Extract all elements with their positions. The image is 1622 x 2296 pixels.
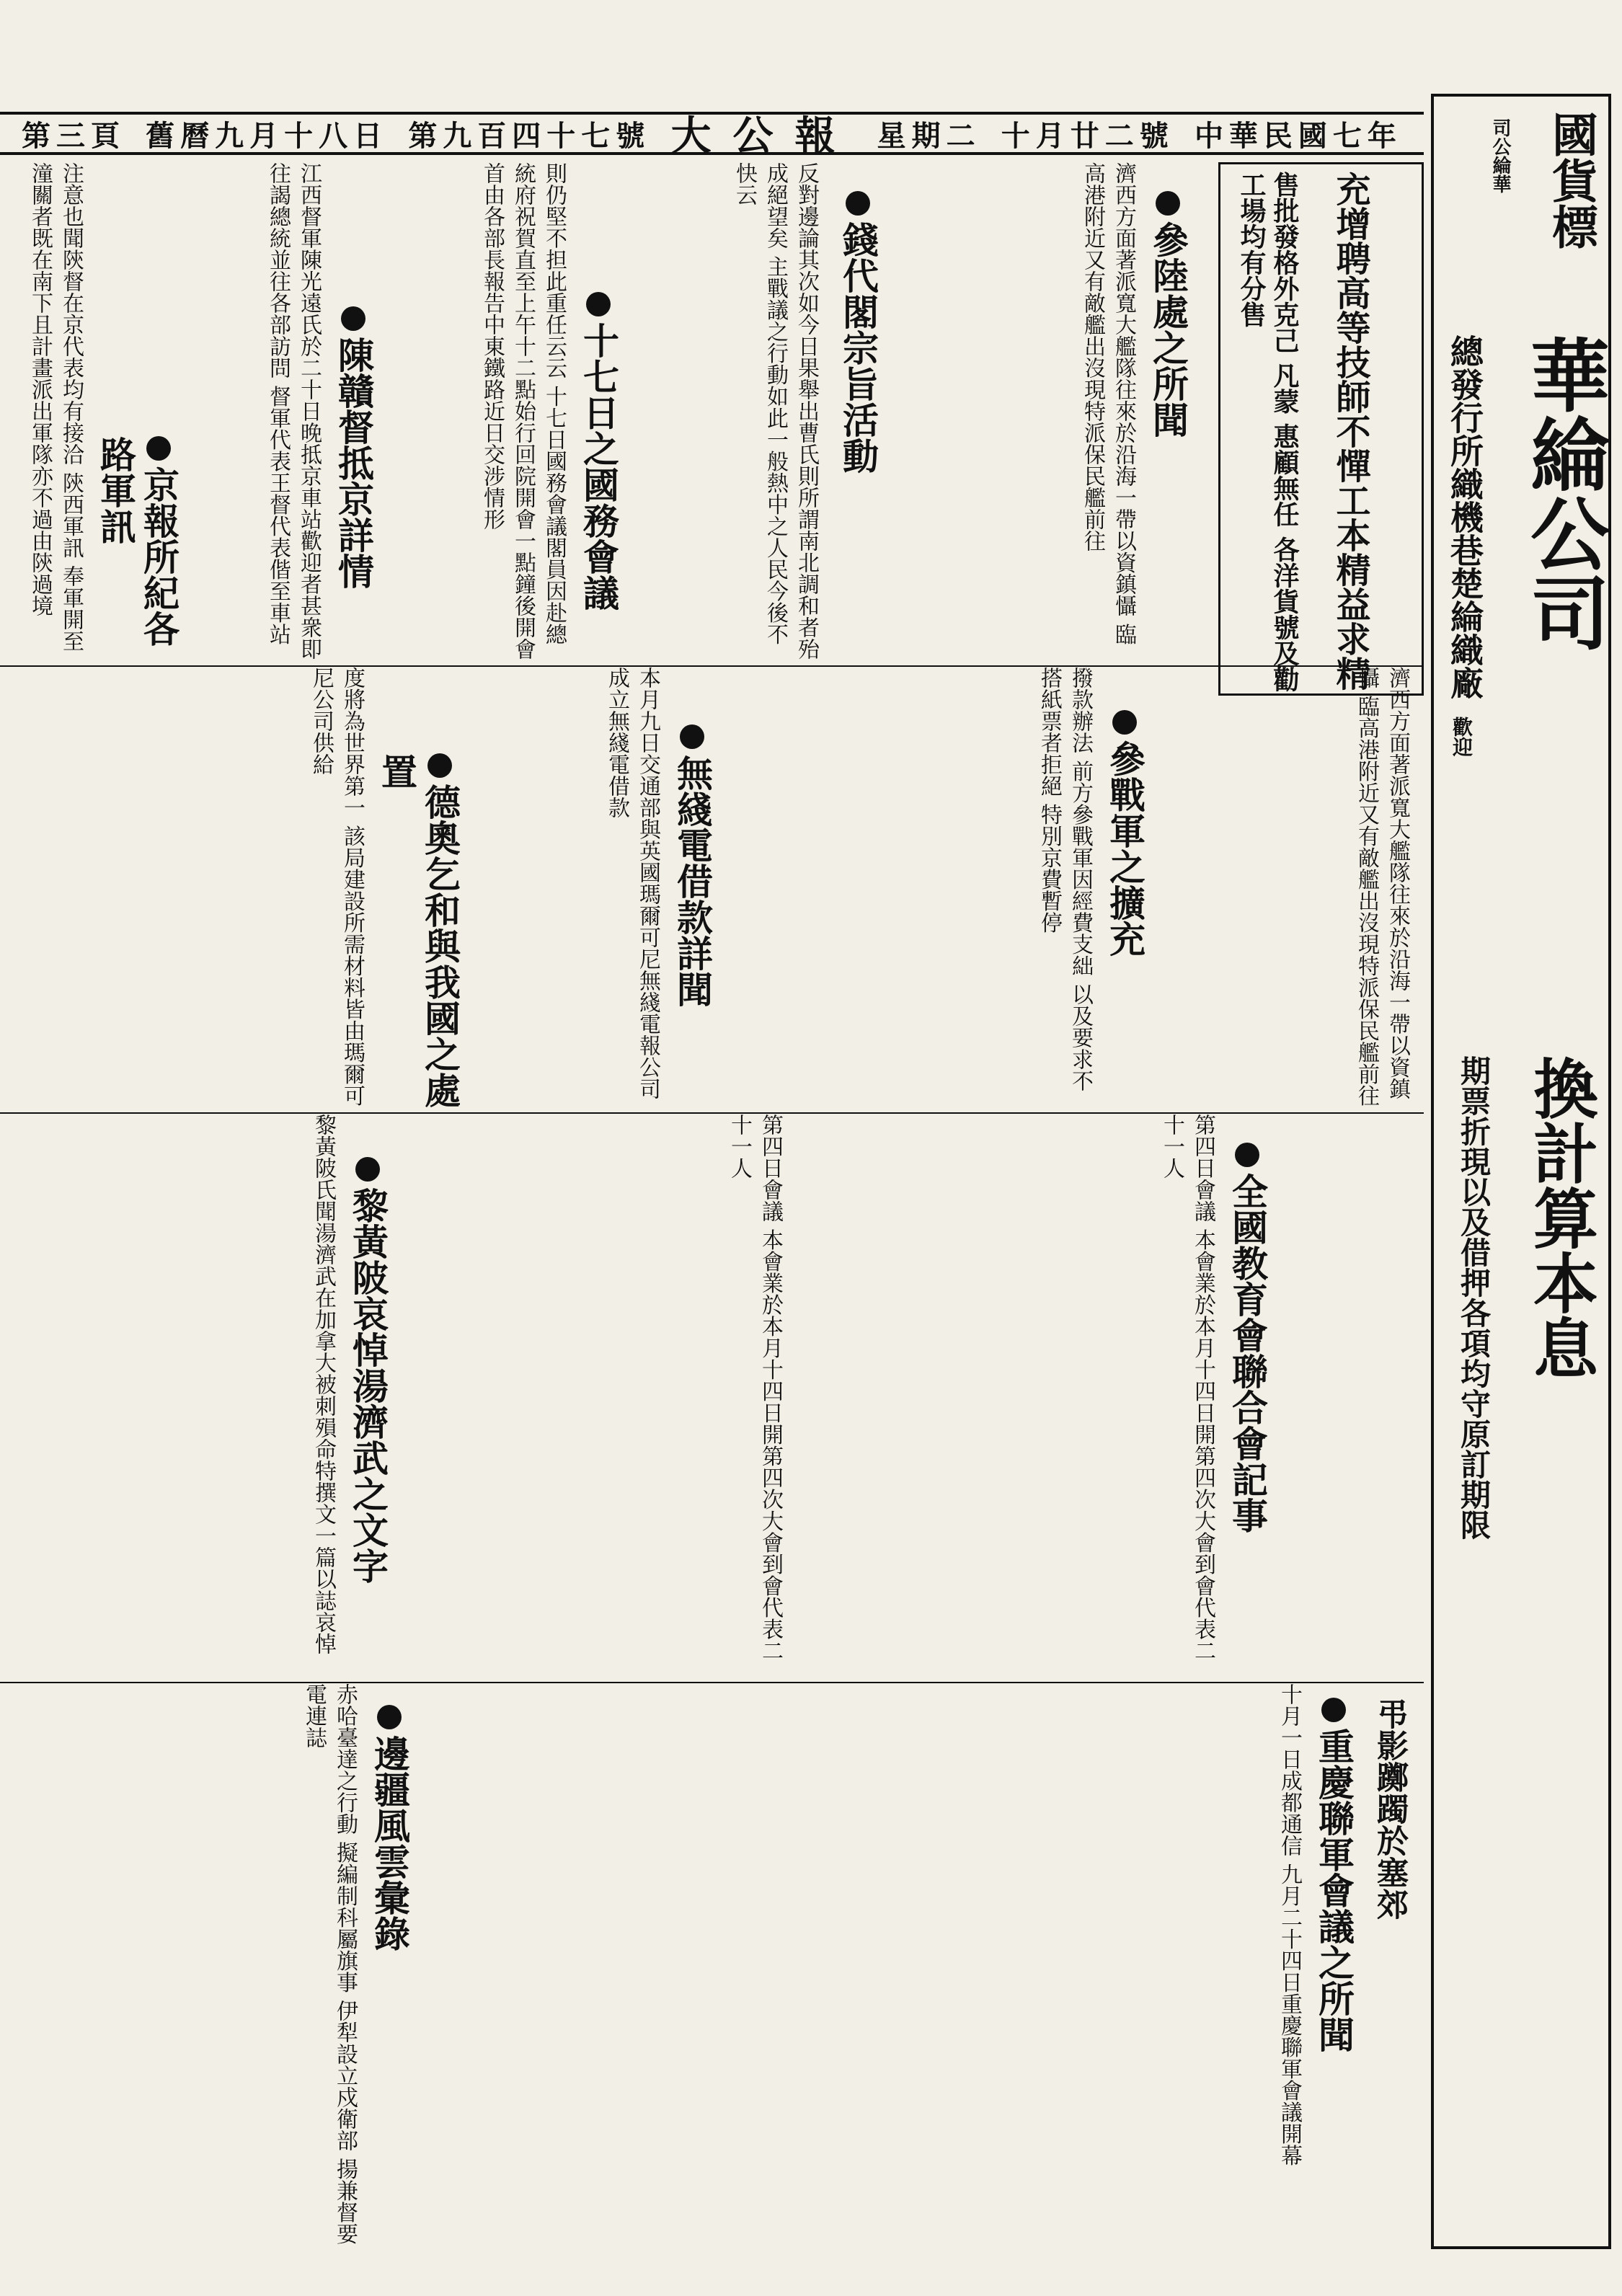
band-third — [0, 1114, 1424, 1683]
bullet-icon — [1235, 1143, 1259, 1167]
headline-a6: 參戰軍之擴充 — [1103, 710, 1146, 957]
bullet-icon — [1156, 191, 1180, 216]
ad2-body: 售批發格外克己 凡蒙 惠顧無任 各洋貨號及勸工場均有分售 — [1236, 172, 1300, 692]
date-roc: 中華民國七年 — [1194, 118, 1402, 153]
article-a12-body: 赤哈臺達之行動 擬編制科屬旗事 伊犁設立戍衛部 揚兼督要電連誌 — [301, 1683, 358, 2245]
headline-a5: 參陸處之所聞 — [1146, 191, 1189, 438]
bullet-icon — [341, 306, 365, 331]
ad2-title: 充增聘高等技師不憚工本精益求精 — [1330, 172, 1370, 691]
weekday: 星期二 — [877, 118, 981, 153]
article-a6-body: 撥款辦法 前方參戰軍因經費支絀 以及要求不搭紙票者拒絕 特別京費暫停 — [1037, 667, 1093, 1092]
ad-note: 歡迎 — [1450, 717, 1473, 757]
article-a10-body: 黎黃陂氏聞湯濟武在加拿大被刺殞命特撰文一篇以誌哀悼 — [311, 1114, 336, 1654]
bullet-icon — [680, 724, 704, 749]
article-a9-body: 第四日會議 本會業於本月十四日開第四次大會到會代表二十一人 — [1159, 1114, 1215, 1662]
article-a4-body: 注意也聞陝督在京代表均有接洽 陝西軍訊 奉軍開至潼關者既在南下且計畫派出軍隊亦不過由陝過境 — [27, 162, 84, 652]
page-number: 第三頁 — [22, 118, 125, 153]
ad-bank-body: 期票折現以及借押各項均守原訂期限 — [1456, 1055, 1492, 1540]
bullet-icon — [355, 1157, 380, 1182]
band-bottom — [0, 1683, 1424, 2249]
headline-a1: 錢代閣宗旨活動 — [836, 191, 879, 474]
article-a5-body: 濟西方面著派寬大艦隊往來於沿海一帶以資鎮懾 臨高港附近又有敵艦出沒現特派保民艦前往 — [1080, 162, 1136, 645]
article-a8-body: 度將為世界第一 該局建設所需材料皆由瑪爾可尼公司供給 — [309, 667, 365, 1107]
headline-a9: 全國教育會聯合會記事 — [1226, 1143, 1269, 1533]
ad-product-name: 華綸公司 — [1517, 334, 1610, 652]
bullet-icon — [1112, 710, 1137, 735]
article-a7-body: 本月九日交通部與英國瑪爾可尼無綫電報公司成立無綫電借款 — [604, 667, 660, 1099]
ad-bank-name: 換計算本息 — [1522, 1055, 1598, 1380]
headline-a11: 重慶聯軍會議之所聞 — [1312, 1698, 1355, 2052]
paper-name: 大公報 — [670, 112, 857, 160]
band-second — [0, 667, 1424, 1114]
bullet-icon — [377, 1705, 402, 1729]
article-a5-cont: 濟西方面著派寬大艦隊往來於沿海一帶以資鎮懾 臨高港附近又有敵艦出沒現特派保民艦前往 — [1354, 667, 1410, 1107]
date-cn: 十月廿二號 — [1001, 118, 1174, 153]
bullet-icon — [427, 753, 452, 778]
bullet-icon — [846, 191, 870, 216]
article-a3-body: 江西督軍陳光遠氏於二十日晚抵京車站歡迎者甚衆即往謁總統並往各部訪問 督軍代表王督代表偕至車站 — [265, 162, 322, 660]
ad-brand: 國貨標 — [1544, 111, 1598, 249]
bullet-icon — [1321, 1698, 1346, 1722]
main-content — [0, 162, 1424, 2249]
article-a1-body: 反對邊論其次如今日果舉出曹氏則所謂南北調和者殆成絕望矣 主戰議之行動如此一般熱中之人民今後不快云 — [732, 162, 819, 660]
headline-a3: 陳贛督抵京詳情 — [332, 306, 375, 589]
article-a2-body: 則仍堅不担此重任云云 十七日國務會議閣員因赴總統府祝賀直至上午十二點始行回院開會一點鐘後開會首由各部長報告中東鐵路近日交涉情形 — [479, 162, 567, 660]
advertisement-column — [1431, 94, 1611, 2249]
lunar-date: 舊曆九月十八日 — [146, 118, 389, 153]
headline-a12: 邊疆風雲彙錄 — [368, 1705, 411, 1951]
bullet-icon — [146, 436, 171, 461]
headline-a10: 黎黃陂哀悼湯濟武之文字 — [346, 1157, 389, 1584]
bullet-icon — [586, 292, 611, 316]
issue-number: 第九百四十七號 — [408, 118, 651, 153]
headline-a8: 德奧乞和與我國之處置 — [376, 753, 461, 1108]
headline-a2: 十七日之國務會議 — [577, 292, 620, 611]
masthead — [0, 112, 1424, 160]
ad-brand-tag: 司公綸華 — [1489, 118, 1511, 193]
ad4-title: 弔影躑躅於塞郊 — [1371, 1698, 1408, 1920]
ad-tagline: 總發行所織機巷楚綸織廠 — [1445, 334, 1484, 699]
article-a11-body: 十月一日成都通信 九月二十四日重慶聯軍會議開幕 — [1277, 1683, 1302, 2166]
headline-a7: 無綫電借款詳聞 — [670, 724, 714, 1007]
band-top — [0, 162, 1424, 667]
headline-a4: 京報所紀各路軍訊 — [94, 436, 180, 647]
article-a9-cont: 第四日會議 本會業於本月十四日開第四次大會到會代表二十一人 — [727, 1114, 783, 1662]
